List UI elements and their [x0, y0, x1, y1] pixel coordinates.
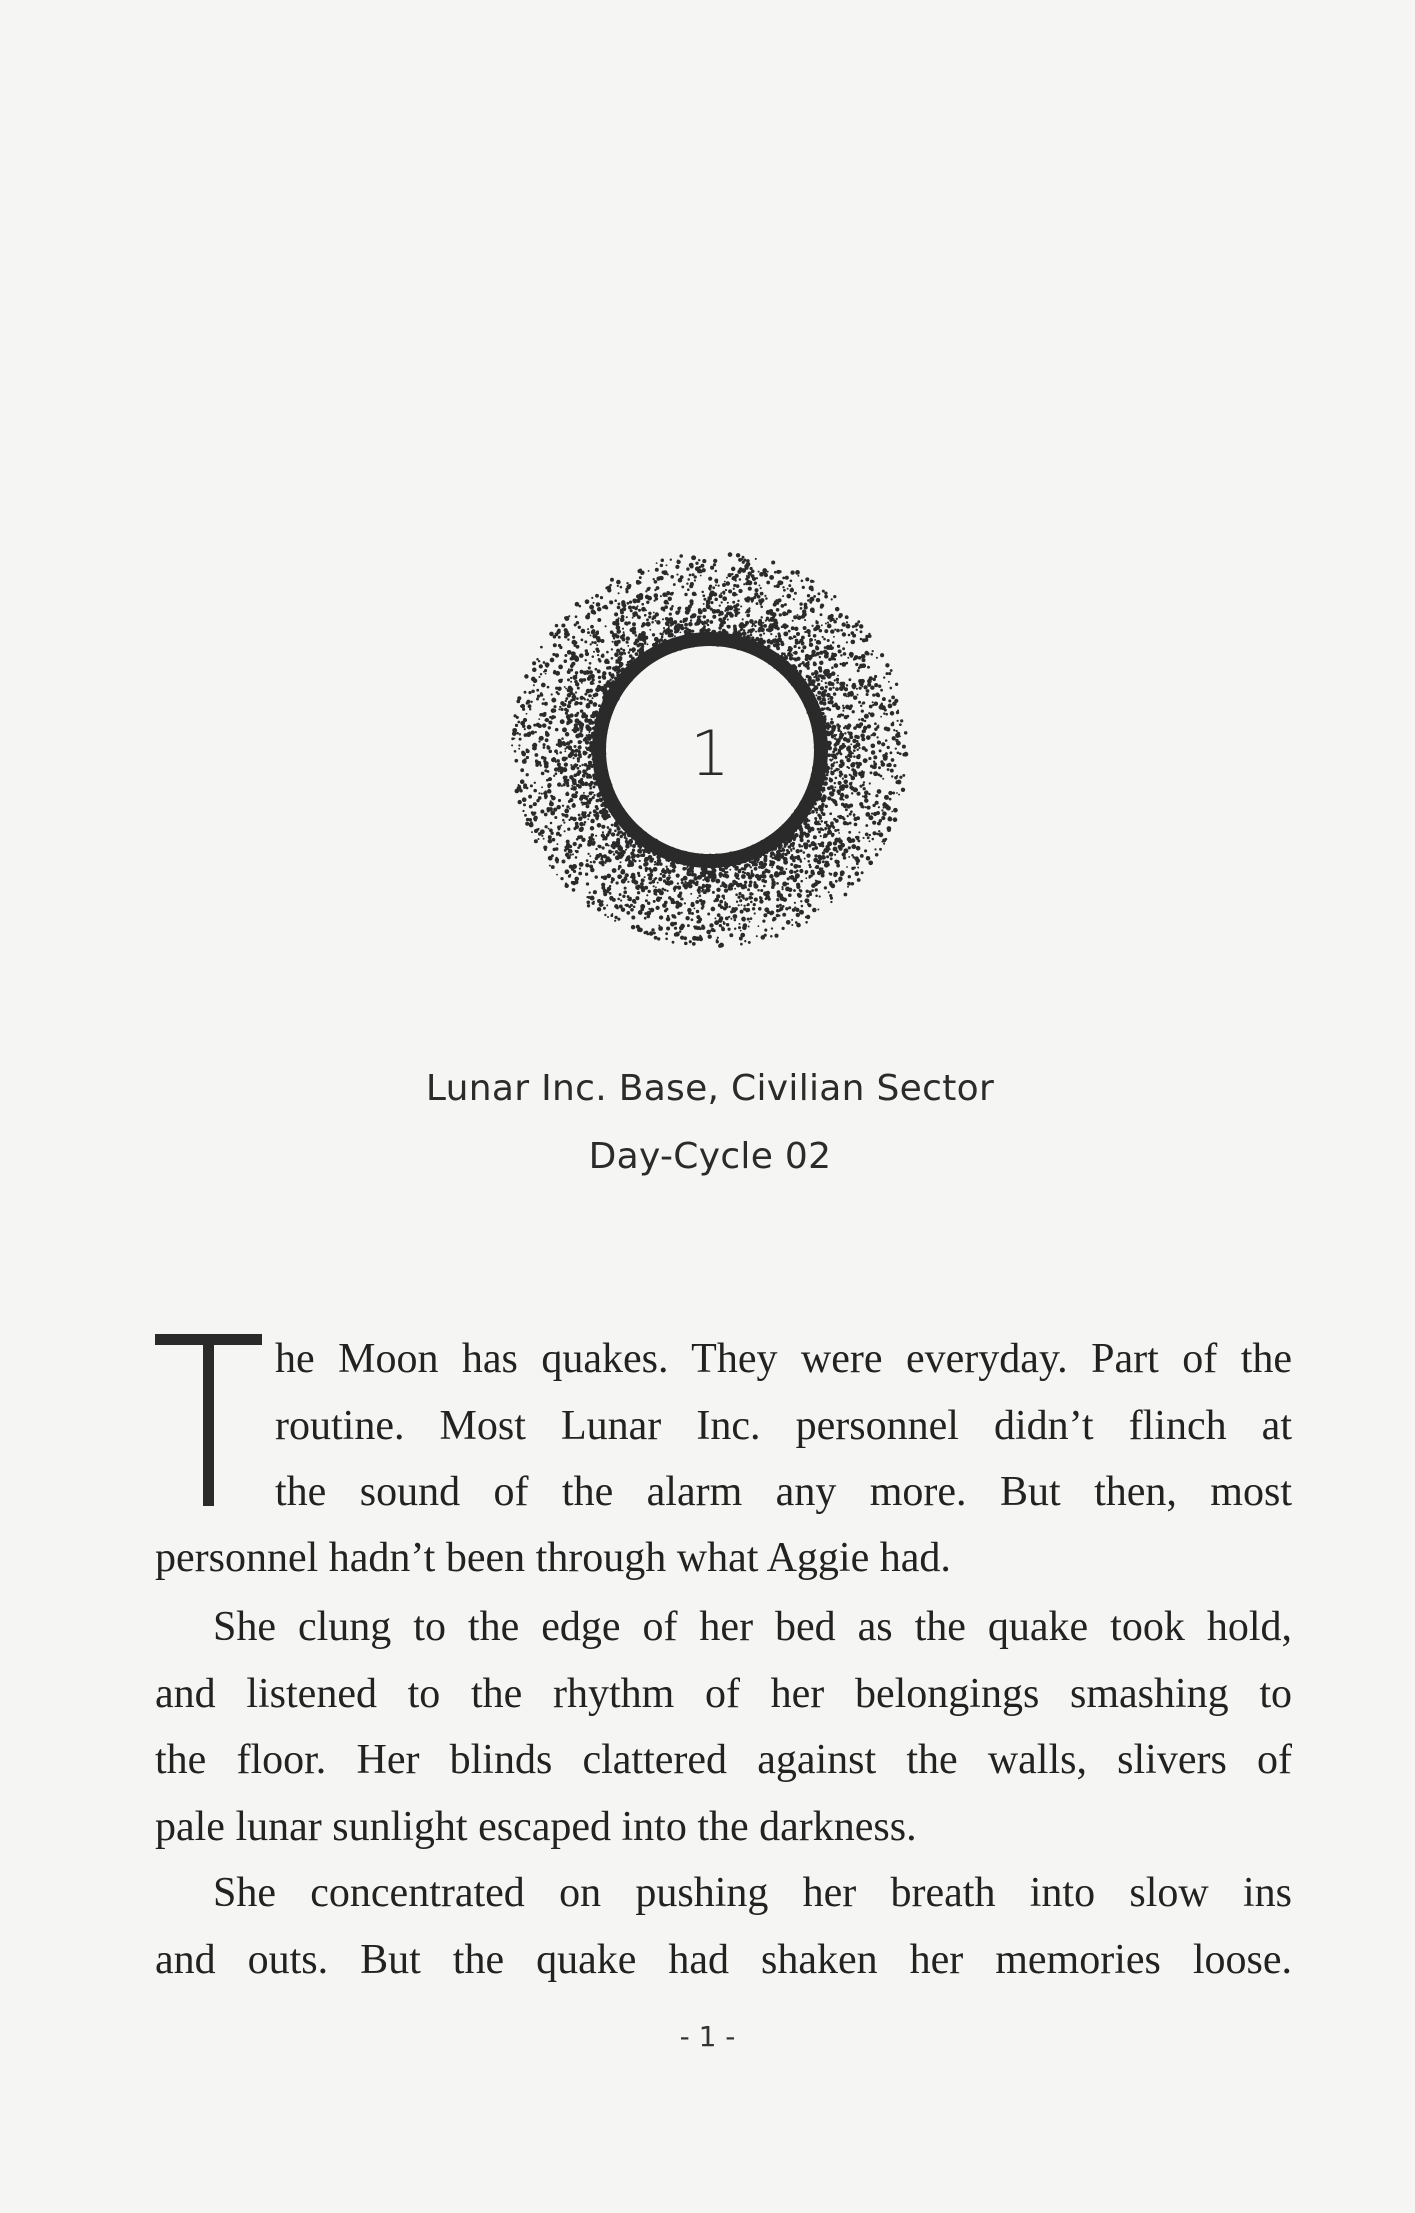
- paragraph-line: personnel hadn’t been through what Aggie had.: [155, 1535, 951, 1581]
- drop-cap-letter: [155, 1334, 265, 1506]
- paragraph-line: and listened to the rhythm of her belongings smashing to: [155, 1670, 1292, 1717]
- paragraph-line: She concentrated on pushing her breath into slow ins: [213, 1870, 1292, 1916]
- paragraph-3: [155, 1860, 1292, 1993]
- paragraph-line: and outs. But the quake had shaken her memories loose.: [155, 1936, 1292, 1983]
- paragraph-1-tail: [155, 1525, 1292, 1592]
- paragraph-line: the floor. Her blinds clattered against the walls, slivers of: [155, 1737, 1292, 1783]
- paragraph-line: routine. Most Lunar Inc. personnel didn’t flinch at: [275, 1402, 1292, 1449]
- paragraph-line: pale lunar sunlight escaped into the darkness.: [155, 1803, 917, 1850]
- paragraph-line: he Moon has quakes. They were everyday. Part of the: [275, 1336, 1292, 1382]
- paragraph-1: [275, 1326, 1292, 1526]
- show-through-text: [155, 45, 1285, 112]
- chapter-location: Lunar Inc. Base, Civilian Sector: [425, 1068, 995, 1109]
- page-number: - 1 -: [679, 2020, 736, 2053]
- chapter-day-cycle: Day-Cycle 02: [588, 1136, 832, 1177]
- chapter-number: 1: [690, 716, 730, 790]
- paragraph-line: She clung to the edge of her bed as the quake took hold,: [213, 1604, 1292, 1650]
- paragraph-2: [155, 1594, 1292, 1860]
- paragraph-line: the sound of the alarm any more. But then, most: [275, 1469, 1292, 1515]
